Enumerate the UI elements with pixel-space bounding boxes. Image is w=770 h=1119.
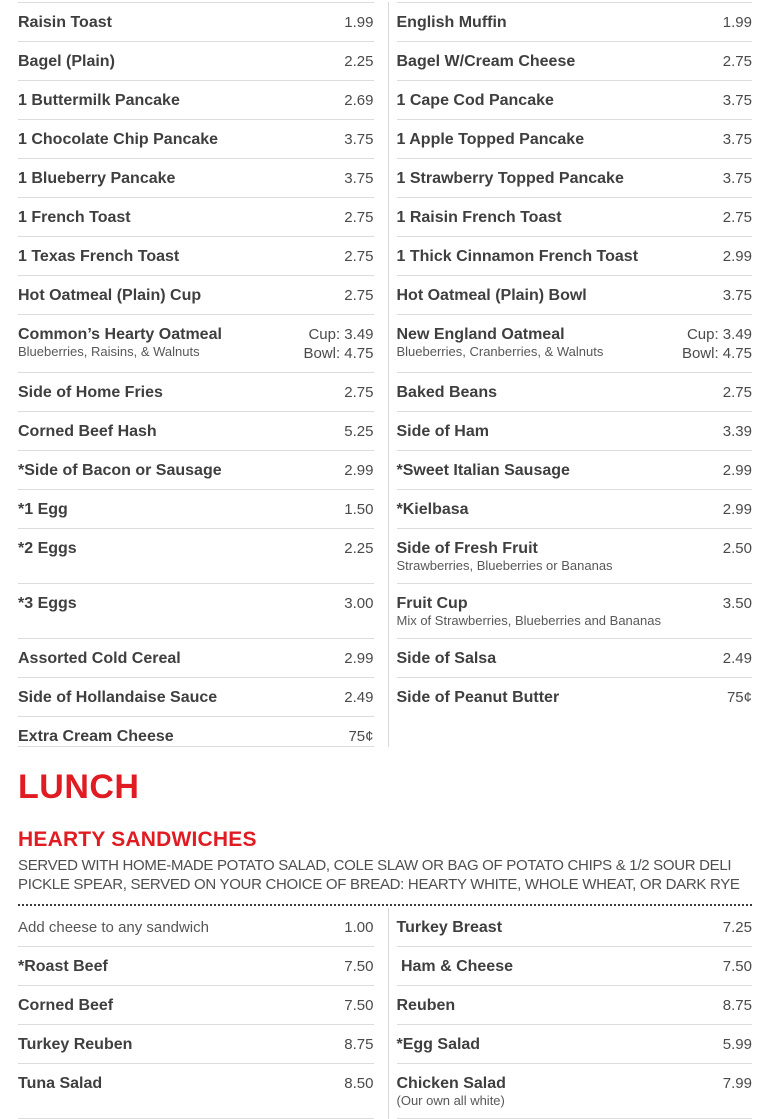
item-price bbox=[713, 500, 752, 519]
item-price bbox=[334, 91, 373, 110]
menu-item-cell-left bbox=[18, 947, 374, 986]
menu-item bbox=[397, 91, 554, 110]
item-name: *Sweet Italian Sausage bbox=[396, 462, 570, 479]
item-name: Side of Fresh Fruit bbox=[396, 540, 538, 557]
lunch-heading: LUNCH bbox=[18, 768, 140, 806]
item-price bbox=[334, 461, 373, 480]
price-line: 2.75 bbox=[722, 53, 752, 70]
menu-item-cell-left bbox=[18, 639, 374, 678]
menu-item bbox=[397, 649, 497, 668]
item-name: Hot Oatmeal (Plain) Bowl bbox=[396, 287, 587, 304]
item-name: Side of Hollandaise Sauce bbox=[18, 689, 218, 706]
item-name: *3 Eggs bbox=[18, 595, 77, 612]
dotted-separator bbox=[18, 900, 752, 906]
item-name: Turkey Reuben bbox=[18, 1036, 133, 1053]
price-line: 2.99 bbox=[344, 462, 374, 479]
price-line: 3.75 bbox=[722, 287, 752, 304]
item-price bbox=[713, 1035, 752, 1054]
price-line: 2.99 bbox=[722, 248, 752, 265]
price-line: 8.75 bbox=[722, 997, 752, 1014]
column-divider bbox=[388, 639, 389, 678]
item-price bbox=[334, 13, 373, 32]
menu-row bbox=[18, 42, 752, 81]
menu-row bbox=[18, 678, 752, 717]
price-line: 7.25 bbox=[722, 919, 752, 936]
menu-item-cell-right bbox=[397, 584, 753, 639]
item-description: (Our own all white) bbox=[396, 1093, 505, 1108]
column-divider bbox=[388, 159, 389, 198]
price-line: 3.00 bbox=[344, 595, 374, 612]
item-name: Add cheese to any sandwich bbox=[18, 919, 209, 936]
item-name: Baked Beans bbox=[396, 384, 497, 401]
menu-row bbox=[18, 159, 752, 198]
menu-row bbox=[18, 529, 752, 584]
menu-item bbox=[18, 594, 77, 613]
column-divider bbox=[388, 81, 389, 120]
item-price bbox=[713, 957, 752, 976]
item-name: 1 Chocolate Chip Pancake bbox=[18, 131, 219, 148]
menu-item bbox=[397, 594, 661, 629]
menu-row bbox=[18, 1025, 752, 1064]
price-line: 8.75 bbox=[344, 1036, 374, 1053]
item-name: Side of Ham bbox=[396, 423, 489, 440]
item-price bbox=[713, 594, 752, 613]
menu-row bbox=[18, 639, 752, 678]
column-divider bbox=[388, 678, 389, 717]
menu-row bbox=[18, 120, 752, 159]
menu-row bbox=[18, 412, 752, 451]
menu-item-cell-right bbox=[397, 2, 753, 42]
item-price bbox=[334, 52, 373, 71]
menu-row bbox=[18, 1064, 752, 1119]
menu-row bbox=[18, 908, 752, 947]
price-line: 3.75 bbox=[344, 170, 374, 187]
menu-item-cell-right bbox=[397, 412, 753, 451]
menu-item-cell-left bbox=[18, 2, 374, 42]
menu-item bbox=[397, 996, 456, 1015]
item-name: 1 Blueberry Pancake bbox=[18, 170, 176, 187]
menu-item-cell-right bbox=[397, 490, 753, 529]
price-line: Bowl: 4.75 bbox=[303, 345, 374, 362]
price-line: Bowl: 4.75 bbox=[681, 345, 752, 362]
menu-row bbox=[18, 490, 752, 529]
menu-row bbox=[18, 315, 752, 373]
item-price bbox=[334, 130, 373, 149]
item-name: *Egg Salad bbox=[396, 1036, 481, 1053]
item-description: Strawberries, Blueberries or Bananas bbox=[396, 558, 613, 573]
menu-row bbox=[18, 947, 752, 986]
menu-item bbox=[397, 130, 585, 149]
menu-item bbox=[397, 247, 639, 266]
item-name: English Muffin bbox=[396, 14, 507, 31]
item-price bbox=[713, 461, 752, 480]
item-name: *Side of Bacon or Sausage bbox=[18, 462, 222, 479]
price-line: 8.50 bbox=[344, 1075, 374, 1092]
menu-page bbox=[0, 2, 770, 1119]
price-line: Cup: 3.49 bbox=[686, 326, 752, 343]
menu-item-cell-right bbox=[397, 159, 753, 198]
menu-item bbox=[397, 169, 624, 188]
item-price bbox=[713, 91, 752, 110]
price-line: 3.75 bbox=[722, 170, 752, 187]
menu-item bbox=[397, 13, 507, 32]
item-price bbox=[713, 52, 752, 71]
item-name: 1 Buttermilk Pancake bbox=[18, 92, 180, 109]
price-line: 2.49 bbox=[722, 650, 752, 667]
menu-item bbox=[397, 1035, 481, 1054]
menu-item-cell-left bbox=[18, 42, 374, 81]
item-name: 1 Thick Cinnamon French Toast bbox=[396, 248, 639, 265]
item-name: *Kielbasa bbox=[396, 501, 469, 518]
hearty-sandwiches-heading: HEARTY SANDWICHES bbox=[18, 828, 257, 851]
column-divider bbox=[388, 412, 389, 451]
item-price bbox=[334, 286, 373, 305]
price-line: 2.75 bbox=[344, 209, 374, 226]
price-line: 2.99 bbox=[344, 650, 374, 667]
menu-item bbox=[18, 247, 179, 266]
menu-item bbox=[397, 52, 576, 71]
menu-item bbox=[397, 208, 562, 227]
item-price bbox=[713, 286, 752, 305]
column-divider bbox=[388, 1025, 389, 1064]
menu-item bbox=[18, 325, 222, 360]
menu-item-cell-left bbox=[18, 529, 374, 584]
menu-item bbox=[397, 422, 489, 441]
item-price bbox=[338, 727, 373, 746]
price-line: 2.69 bbox=[344, 92, 374, 109]
column-divider bbox=[388, 947, 389, 986]
price-line: 7.99 bbox=[722, 1075, 752, 1092]
menu-item-cell-left bbox=[18, 276, 374, 315]
price-line: 1.99 bbox=[722, 14, 752, 31]
item-name: Corned Beef bbox=[18, 997, 114, 1014]
column-divider bbox=[388, 315, 389, 373]
menu-item-cell-right bbox=[397, 1025, 753, 1064]
menu-item-cell-left bbox=[18, 412, 374, 451]
item-price bbox=[334, 688, 373, 707]
item-price bbox=[334, 1035, 373, 1054]
item-name: Side of Salsa bbox=[396, 650, 497, 667]
item-price bbox=[672, 325, 752, 363]
menu-item bbox=[18, 688, 217, 707]
item-price bbox=[334, 500, 373, 519]
price-line: 3.75 bbox=[344, 131, 374, 148]
item-name: Chicken Salad bbox=[396, 1075, 506, 1092]
menu-item-cell-left bbox=[18, 198, 374, 237]
menu-item bbox=[397, 383, 498, 402]
menu-item bbox=[18, 130, 218, 149]
item-price bbox=[334, 208, 373, 227]
menu-item-cell-left bbox=[18, 237, 374, 276]
item-price bbox=[334, 918, 373, 937]
menu-item-cell-right bbox=[397, 986, 753, 1025]
column-divider bbox=[388, 529, 389, 584]
menu-item bbox=[397, 957, 514, 976]
item-price bbox=[717, 688, 752, 707]
menu-item-cell-left bbox=[18, 81, 374, 120]
price-line: 1.99 bbox=[344, 14, 374, 31]
menu-item-cell-left bbox=[18, 490, 374, 529]
item-price bbox=[334, 1074, 373, 1093]
item-name: *1 Egg bbox=[18, 501, 68, 518]
item-name: Fruit Cup bbox=[396, 595, 468, 612]
menu-item bbox=[18, 461, 222, 480]
price-line: 2.75 bbox=[344, 248, 374, 265]
menu-row bbox=[18, 451, 752, 490]
item-name: Reuben bbox=[396, 997, 456, 1014]
price-line: 2.99 bbox=[722, 501, 752, 518]
menu-row bbox=[18, 584, 752, 639]
item-price bbox=[713, 247, 752, 266]
menu-item-cell-left bbox=[18, 315, 374, 373]
menu-item bbox=[18, 13, 112, 32]
menu-item bbox=[397, 286, 587, 305]
item-name: Turkey Breast bbox=[396, 919, 503, 936]
price-line: 1.00 bbox=[344, 919, 374, 936]
menu-item-cell-left bbox=[18, 1064, 374, 1119]
menu-item bbox=[18, 996, 113, 1015]
section-description: SERVED WITH HOME-MADE POTATO SALAD, COLE SLAW OR BAG OF POTATO CHIPS & 1/2 SOUR DELI PICKLE SPEAR, SERVED ON YOUR CHOICE OF BREAD: HEARTY WHITE, WHOLE WHEAT, OR DARK RYE bbox=[18, 857, 740, 893]
menu-item-cell-left bbox=[18, 678, 374, 717]
menu-item bbox=[397, 325, 604, 360]
item-price bbox=[334, 422, 373, 441]
item-price bbox=[334, 383, 373, 402]
item-name: 1 Apple Topped Pancake bbox=[396, 131, 585, 148]
item-name: Side of Peanut Butter bbox=[396, 689, 560, 706]
item-name: New England Oatmeal bbox=[396, 326, 565, 343]
item-name: Ham & Cheese bbox=[396, 958, 513, 975]
menu-row bbox=[18, 373, 752, 412]
price-line: 3.39 bbox=[722, 423, 752, 440]
menu-item-cell-right bbox=[397, 198, 753, 237]
menu-item bbox=[18, 918, 209, 937]
price-line: 2.75 bbox=[344, 384, 374, 401]
item-price bbox=[334, 996, 373, 1015]
item-price bbox=[334, 957, 373, 976]
item-price bbox=[713, 422, 752, 441]
breakfast-menu-table bbox=[18, 2, 752, 747]
item-name: 1 Raisin French Toast bbox=[396, 209, 562, 226]
item-name: 1 Strawberry Topped Pancake bbox=[396, 170, 624, 187]
menu-row bbox=[18, 276, 752, 315]
menu-item bbox=[397, 461, 570, 480]
price-line: 3.50 bbox=[722, 595, 752, 612]
item-description: Mix of Strawberries, Blueberries and Bananas bbox=[396, 613, 661, 628]
item-name: Bagel W/Cream Cheese bbox=[396, 53, 576, 70]
item-name: 1 Cape Cod Pancake bbox=[396, 92, 554, 109]
menu-item-cell-left bbox=[18, 1025, 374, 1064]
item-price bbox=[713, 169, 752, 188]
item-price bbox=[334, 169, 373, 188]
menu-item-cell-right bbox=[397, 120, 753, 159]
menu-row bbox=[18, 237, 752, 276]
lunch-menu-table bbox=[18, 908, 752, 1119]
menu-item-cell-right bbox=[397, 373, 753, 412]
menu-item-cell-left bbox=[18, 159, 374, 198]
menu-item-cell-left bbox=[18, 717, 374, 747]
item-name: Raisin Toast bbox=[18, 14, 112, 31]
price-line: 2.49 bbox=[344, 689, 374, 706]
menu-item bbox=[18, 500, 68, 519]
item-name: Assorted Cold Cereal bbox=[18, 650, 181, 667]
price-line: 3.75 bbox=[722, 131, 752, 148]
item-price bbox=[713, 996, 752, 1015]
item-price bbox=[713, 208, 752, 227]
item-price bbox=[713, 539, 752, 558]
menu-item bbox=[18, 539, 77, 558]
column-divider bbox=[388, 1064, 389, 1119]
menu-item bbox=[18, 1035, 132, 1054]
menu-item-cell-left bbox=[18, 120, 374, 159]
menu-row bbox=[18, 81, 752, 120]
menu-item-cell-left bbox=[18, 373, 374, 412]
price-line: 7.50 bbox=[722, 958, 752, 975]
menu-item bbox=[397, 539, 613, 574]
column-divider bbox=[388, 584, 389, 639]
column-divider bbox=[388, 2, 389, 42]
menu-item-cell-left bbox=[18, 986, 374, 1025]
price-line: Cup: 3.49 bbox=[308, 326, 374, 343]
item-price bbox=[713, 649, 752, 668]
menu-item bbox=[18, 383, 163, 402]
price-line: 2.25 bbox=[344, 53, 374, 70]
menu-item bbox=[18, 649, 181, 668]
column-divider bbox=[388, 42, 389, 81]
menu-item-cell-left bbox=[18, 908, 374, 947]
price-line: 2.75 bbox=[722, 384, 752, 401]
menu-item bbox=[18, 52, 115, 71]
price-line: 1.50 bbox=[344, 501, 374, 518]
item-name: Side of Home Fries bbox=[18, 384, 163, 401]
column-divider bbox=[388, 451, 389, 490]
price-line: 7.50 bbox=[344, 958, 374, 975]
menu-item-cell-right bbox=[397, 529, 753, 584]
item-name: Corned Beef Hash bbox=[18, 423, 157, 440]
menu-item bbox=[18, 957, 108, 976]
column-divider bbox=[388, 198, 389, 237]
menu-item-cell-right bbox=[397, 237, 753, 276]
item-price bbox=[334, 247, 373, 266]
menu-item bbox=[397, 918, 503, 937]
menu-row bbox=[18, 986, 752, 1025]
price-line: 3.75 bbox=[722, 92, 752, 109]
item-price bbox=[334, 539, 373, 558]
item-price bbox=[713, 130, 752, 149]
item-price bbox=[713, 383, 752, 402]
menu-item-cell-right bbox=[397, 908, 753, 947]
menu-item bbox=[18, 208, 131, 227]
price-line: 5.99 bbox=[722, 1036, 752, 1053]
menu-item-cell-left bbox=[18, 451, 374, 490]
menu-item bbox=[397, 500, 469, 519]
menu-item-cell-right bbox=[397, 276, 753, 315]
price-line: 7.50 bbox=[344, 997, 374, 1014]
menu-item-cell-right bbox=[397, 1064, 753, 1119]
menu-item bbox=[18, 1074, 102, 1093]
price-line: 2.25 bbox=[344, 540, 374, 557]
item-name: *Roast Beef bbox=[18, 958, 108, 975]
item-description: Blueberries, Raisins, & Walnuts bbox=[18, 344, 200, 359]
menu-row bbox=[18, 198, 752, 237]
menu-item bbox=[397, 688, 560, 707]
price-line: 2.75 bbox=[344, 287, 374, 304]
column-divider bbox=[388, 237, 389, 276]
item-price bbox=[713, 1074, 752, 1093]
menu-item-cell-right bbox=[397, 451, 753, 490]
price-line: 2.75 bbox=[722, 209, 752, 226]
column-divider bbox=[388, 986, 389, 1025]
column-divider bbox=[388, 373, 389, 412]
menu-item-cell-right bbox=[397, 947, 753, 986]
menu-row bbox=[18, 717, 752, 747]
menu-row bbox=[18, 2, 752, 42]
price-line: 75¢ bbox=[348, 728, 374, 745]
item-price bbox=[713, 13, 752, 32]
menu-item-cell-right bbox=[397, 678, 753, 717]
price-line: 2.50 bbox=[722, 540, 752, 557]
menu-item bbox=[18, 727, 174, 746]
menu-item bbox=[18, 91, 180, 110]
item-price bbox=[334, 594, 373, 613]
menu-item bbox=[18, 422, 157, 441]
item-price bbox=[334, 649, 373, 668]
item-price bbox=[293, 325, 373, 363]
item-name: 1 French Toast bbox=[18, 209, 131, 226]
item-price bbox=[713, 918, 752, 937]
menu-item-cell-right bbox=[397, 717, 753, 747]
price-line: 2.99 bbox=[722, 462, 752, 479]
menu-item bbox=[18, 169, 175, 188]
item-name: 1 Texas French Toast bbox=[18, 248, 180, 265]
column-divider bbox=[388, 490, 389, 529]
item-description: Blueberries, Cranberries, & Walnuts bbox=[396, 344, 604, 359]
price-line: 75¢ bbox=[726, 689, 752, 706]
menu-item-cell-left bbox=[18, 584, 374, 639]
menu-item bbox=[18, 286, 201, 305]
menu-item-cell-right bbox=[397, 315, 753, 373]
item-name: Common’s Hearty Oatmeal bbox=[18, 326, 222, 343]
menu-item bbox=[397, 1074, 506, 1109]
menu-item-cell-right bbox=[397, 639, 753, 678]
menu-item-cell-right bbox=[397, 42, 753, 81]
item-name: Tuna Salad bbox=[18, 1075, 103, 1092]
column-divider bbox=[388, 717, 389, 747]
item-name: Extra Cream Cheese bbox=[18, 728, 174, 745]
price-line: 5.25 bbox=[344, 423, 374, 440]
column-divider bbox=[388, 120, 389, 159]
item-name: Hot Oatmeal (Plain) Cup bbox=[18, 287, 202, 304]
column-divider bbox=[388, 908, 389, 947]
menu-item-cell-right bbox=[397, 81, 753, 120]
item-name: *2 Eggs bbox=[18, 540, 77, 557]
column-divider bbox=[388, 276, 389, 315]
item-name: Bagel (Plain) bbox=[18, 53, 115, 70]
